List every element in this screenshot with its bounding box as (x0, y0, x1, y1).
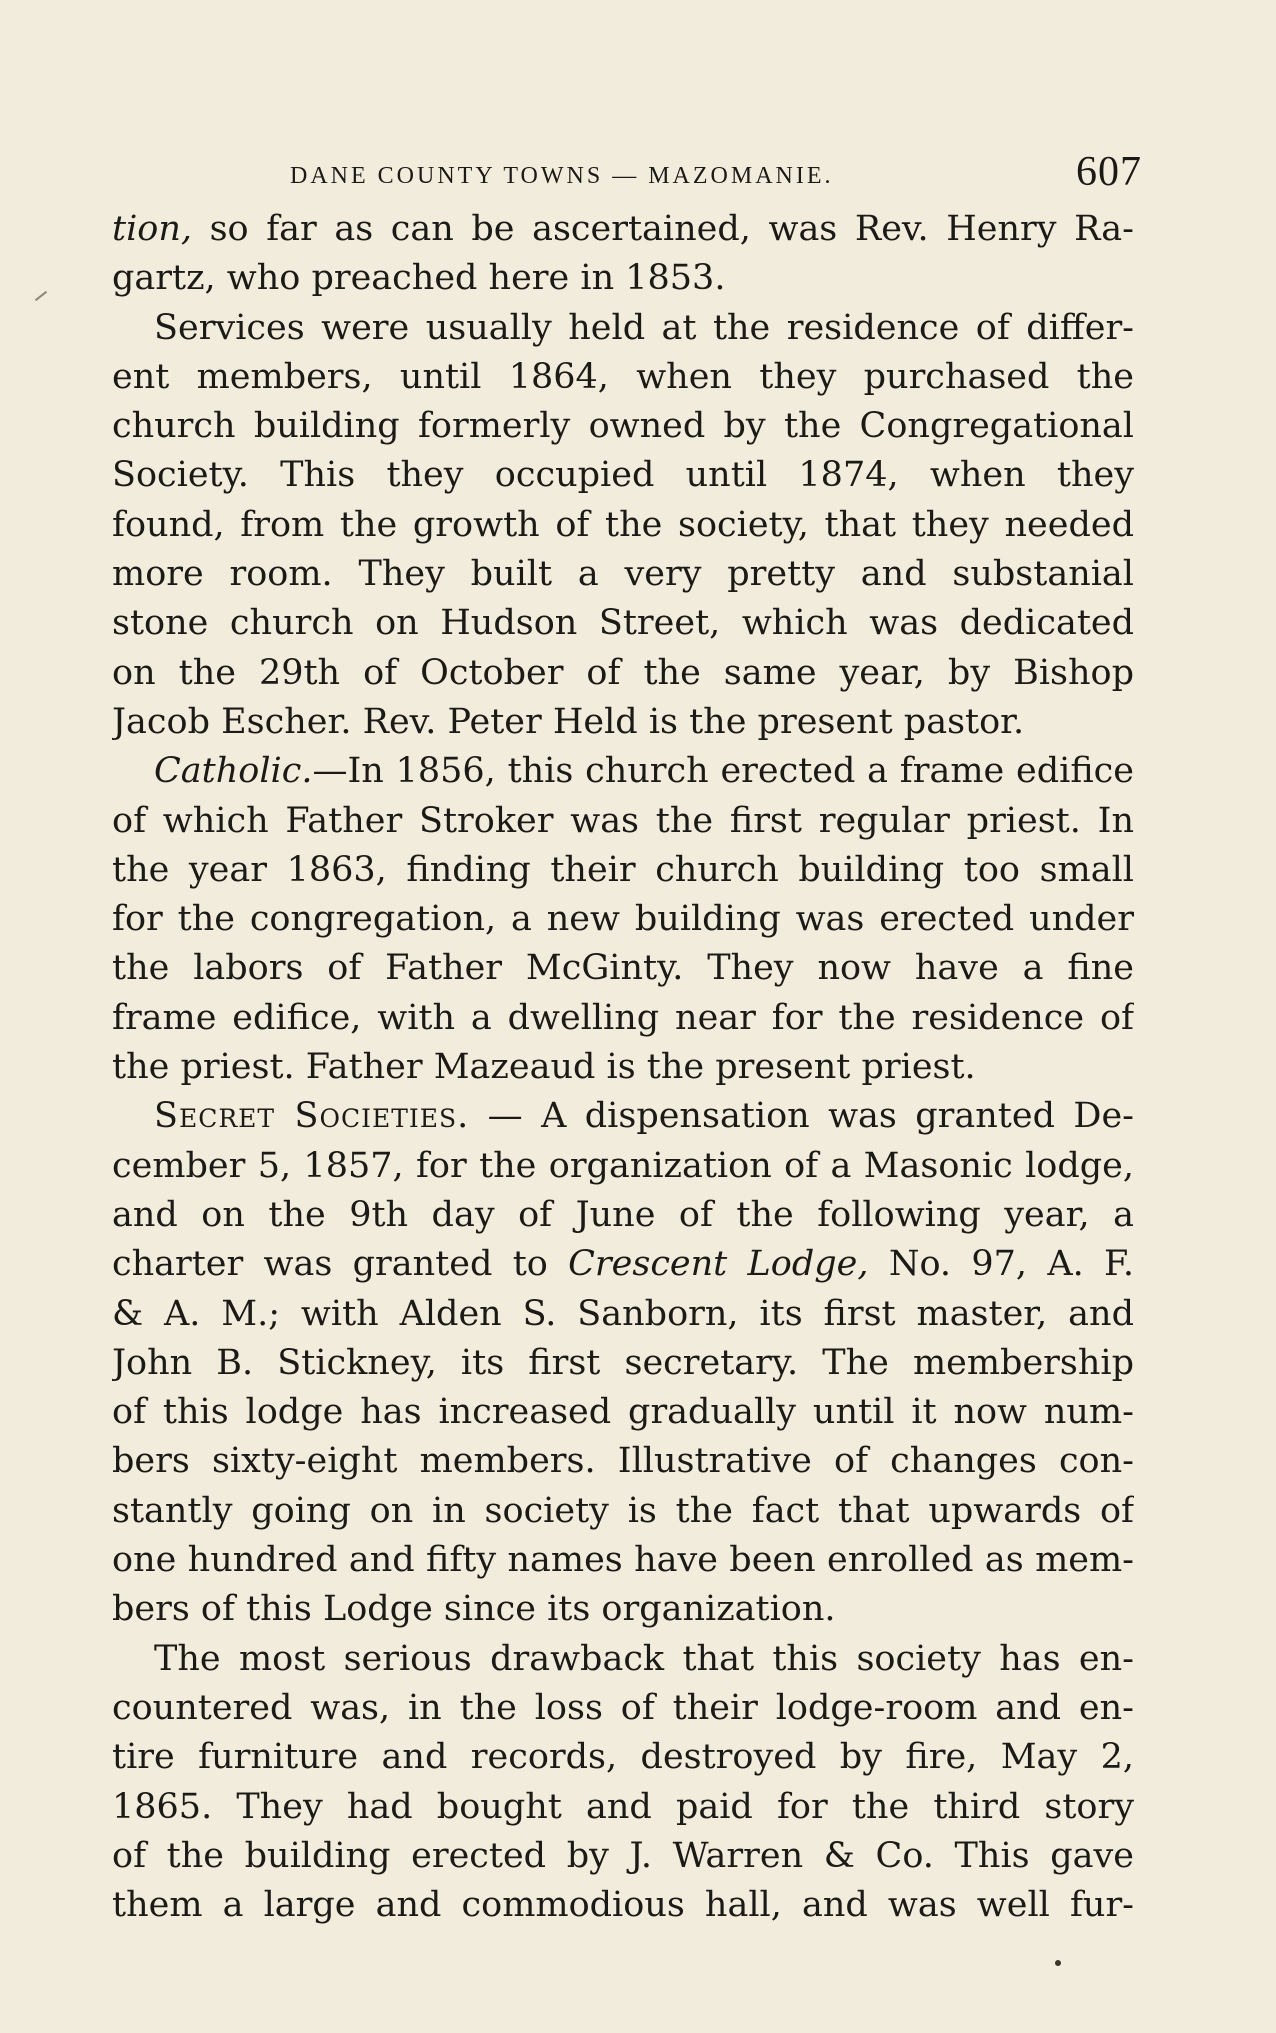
text-run: bers sixty-eight members. Illustrative of changes con- (112, 1441, 1134, 1482)
text-line (112, 1142, 1134, 1191)
text-run: bers of this Lodge since its organization. (112, 1589, 836, 1630)
running-title: DANE COUNTY TOWNS — MAZOMANIE. (290, 163, 834, 189)
text-line (112, 747, 1134, 796)
text-run: more room. They built a very pretty and substanial (112, 554, 1134, 595)
text-run: them a large and commodious hall, and was well fur- (112, 1885, 1134, 1926)
text-line (112, 1388, 1134, 1437)
ink-dot (1055, 1960, 1061, 1966)
italic-text: tion, (112, 209, 192, 249)
margin-mark (35, 291, 47, 301)
text-run: tire furniture and records, destroyed by fire, May 2, (112, 1737, 1134, 1778)
text-run: on the 29th of October of the same year, by Bishop (112, 652, 1134, 693)
text-line (112, 402, 1134, 451)
text-line (112, 1585, 1134, 1634)
running-head (290, 148, 1142, 196)
text-line (112, 1043, 1134, 1092)
text-run: frame edifice, with a dwelling near for the residence of (112, 997, 1134, 1038)
text-line (112, 501, 1134, 550)
body-text (112, 205, 1134, 1930)
text-run: Services were usually held at the residence of differ- (154, 307, 1134, 348)
italic-text: Catholic. (154, 751, 313, 792)
text-run: the labors of Father McGinty. They now have a fine (112, 948, 1134, 989)
text-run: cember 5, 1857, for the organization of a Masonic lodge, (112, 1145, 1134, 1186)
text-run: one hundred and fifty names have been enrolled as mem- (112, 1540, 1134, 1581)
text-run: —In 1856, this church erected a frame edifice (312, 751, 1134, 792)
text-run: The most serious drawback that this society has en- (154, 1638, 1134, 1679)
text-run: No. 97, A. F. (868, 1244, 1134, 1285)
text-run: of which Father Stroker was the first regular priest. In (112, 800, 1134, 841)
text-run: 1865. They had bought and paid for the third story (112, 1786, 1134, 1827)
text-line (112, 599, 1134, 648)
text-line (112, 1832, 1134, 1881)
text-line (112, 550, 1134, 599)
text-line (112, 994, 1134, 1043)
text-run: gartz, who preached here in 1853. (112, 258, 726, 299)
text-run: for the congregation, a new building was erected under (112, 899, 1134, 940)
text-run: ent members, until 1864, when they purchased the (112, 356, 1134, 397)
text-run: countered was, in the loss of their lodge-room and en- (112, 1687, 1134, 1728)
text-line (112, 353, 1134, 402)
text-line (112, 1290, 1134, 1339)
text-line (112, 1783, 1134, 1832)
text-line (112, 1635, 1134, 1684)
text-line (112, 1733, 1134, 1782)
text-line (112, 797, 1134, 846)
text-run: — A dispensation was granted De- (469, 1096, 1134, 1137)
text-run: John B. Stickney, its first secretary. The membership (112, 1342, 1134, 1383)
text-line (112, 304, 1134, 353)
text-line (112, 1339, 1134, 1388)
text-run: church building formerly owned by the Congregational (112, 406, 1134, 447)
text-line (112, 1536, 1134, 1585)
text-line (112, 944, 1134, 993)
text-line (112, 1240, 1134, 1289)
text-run: Jacob Escher. Rev. Peter Held is the present pastor. (112, 701, 1025, 742)
text-line (112, 1684, 1134, 1733)
text-line (112, 451, 1134, 500)
text-run: found, from the growth of the society, that they needed (112, 504, 1134, 545)
text-run: the year 1863, finding their church building too small (112, 849, 1134, 890)
text-line (112, 205, 1134, 254)
text-line (112, 846, 1134, 895)
text-line (112, 649, 1134, 698)
italic-text: Crescent Lodge, (568, 1244, 869, 1285)
text-run: stantly going on in society is the fact that upwards of (112, 1490, 1134, 1531)
text-run: so far as can be ascertained, was Rev. Henry Ra- (192, 209, 1134, 249)
text-line (112, 698, 1134, 747)
text-run: charter was granted to (112, 1244, 569, 1285)
text-line (112, 1437, 1134, 1486)
text-run: and on the 9th day of June of the following year, a (112, 1194, 1134, 1235)
section-heading: Secret Societies. (154, 1096, 470, 1137)
text-line (112, 254, 1134, 303)
text-run: Society. This they occupied until 1874, when they (112, 455, 1134, 496)
text-run: the priest. Father Mazeaud is the present priest. (112, 1047, 976, 1088)
text-line (112, 1487, 1134, 1536)
text-line (112, 1191, 1134, 1240)
page-number: 607 (1076, 149, 1142, 195)
text-line (112, 1092, 1134, 1141)
text-line (112, 1881, 1134, 1930)
text-run: & A. M.; with Alden S. Sanborn, its first master, and (112, 1293, 1134, 1334)
text-run: of this lodge has increased gradually until it now num- (112, 1392, 1134, 1433)
text-line (112, 895, 1134, 944)
text-run: stone church on Hudson Street, which was dedicated (112, 603, 1134, 644)
text-run: of the building erected by J. Warren & Co. This gave (112, 1835, 1134, 1876)
